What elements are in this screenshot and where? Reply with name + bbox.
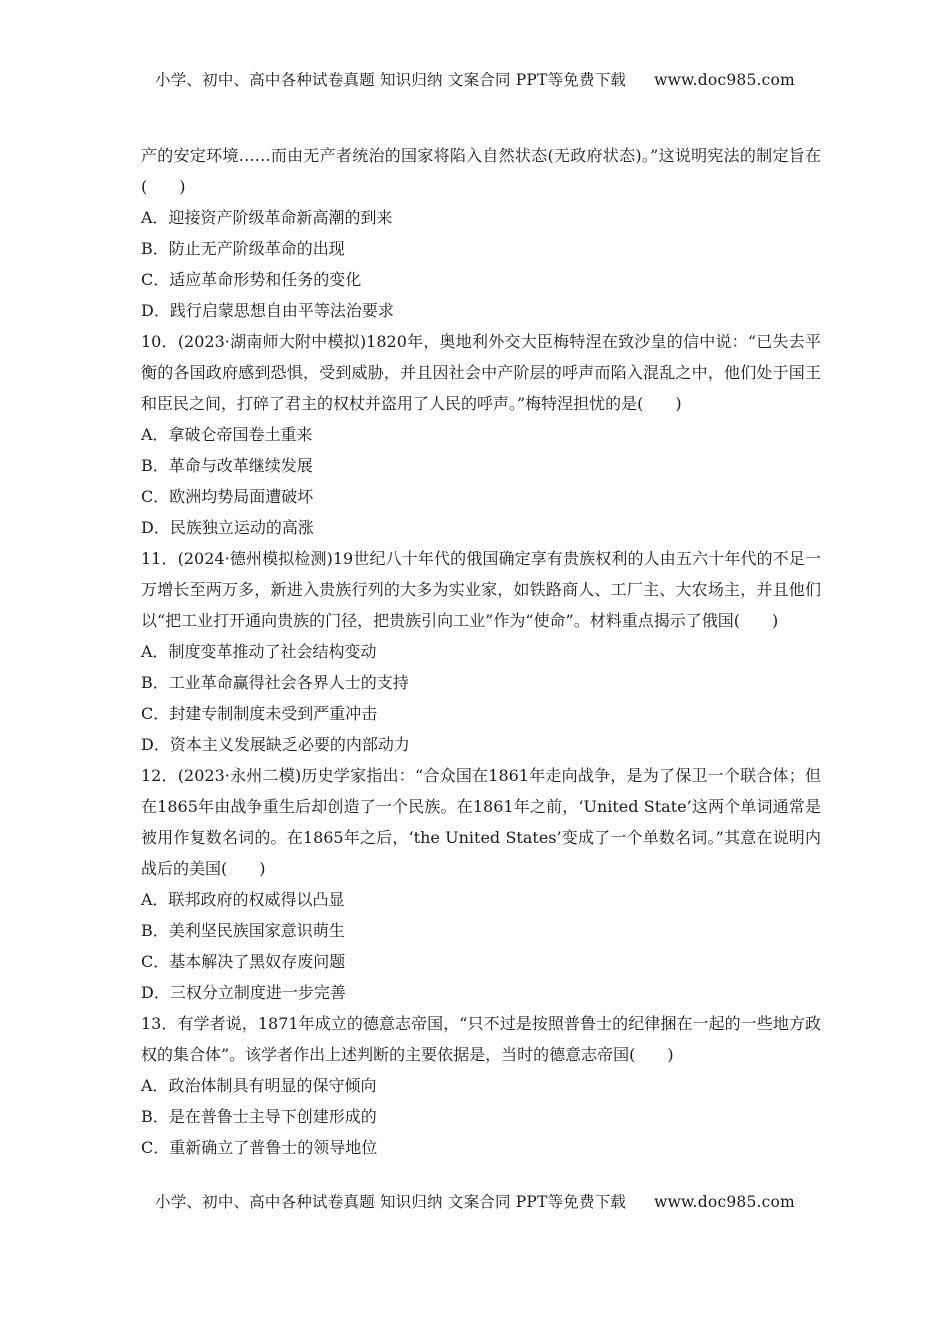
question-content: [141, 140, 821, 1163]
footer-text: 小学、初中、高中各种试卷真题 知识归纳 文案合同 PPT等免费下载: [155, 1193, 627, 1211]
option-d: D．民族独立运动的高涨: [141, 518, 314, 537]
option-a: A．制度变革推动了社会结构变动: [141, 642, 377, 661]
question-stem: 10．(2023·湖南师大附中模拟)1820年，奥地利外交大臣梅特涅在致沙皇的信中说：“已失去平衡的各国政府感到恐惧，受到威胁，并且因社会中产阶层的呼声而陷入混乱之中，他们处于国王和臣民之间，打碎了君主的权杖并盗用了人民的呼声。”梅特涅担忧的是( ): [141, 332, 821, 413]
question-stem: 11．(2024·德州模拟检测)19世纪八十年代的俄国确定享有贵族权利的人由五六十年代的不足一万增长至两万多，新进入贵族行列的大多为实业家，如铁路商人、工厂主、大农场主，并且他们以“把工业打开通向贵族的门径，把贵族引向工业”作为“使命”。材料重点揭示了俄国( ): [141, 549, 821, 630]
option-a: A．拿破仑帝国卷土重来: [141, 425, 313, 444]
option-a: A．政治体制具有明显的保守倾向: [141, 1076, 377, 1095]
question-9-continued: [141, 140, 821, 326]
option-c: C．封建专制制度未受到严重冲击: [141, 704, 378, 723]
question-stem: 12．(2023·永州二模)历史学家指出：“合众国在1861年走向战争，是为了保卫一个联合体；但在1865年由战争重生后却创造了一个民族。在1861年之前，‘United State’这两个单词通常是被用作复数名词的。在1865年之后，‘the United States’变成了一个单数名词。”其意在说明内战后的美国( ): [141, 766, 821, 878]
header-site-link[interactable]: www.doc985.com: [654, 71, 795, 89]
option-b: B．革命与改革继续发展: [141, 456, 313, 475]
footer-site-link[interactable]: www.doc985.com: [654, 1193, 795, 1211]
footer-banner: [0, 1190, 950, 1212]
option-d: D．践行启蒙思想自由平等法治要求: [141, 301, 394, 320]
question-11: [141, 543, 821, 760]
question-13: [141, 1008, 821, 1163]
option-a: A．迎接资产阶级革命新高潮的到来: [141, 208, 393, 227]
option-b: B．是在普鲁士主导下创建形成的: [141, 1107, 377, 1126]
header-text: 小学、初中、高中各种试卷真题 知识归纳 文案合同 PPT等免费下载: [155, 71, 627, 89]
option-c: C．欧洲均势局面遭破坏: [141, 487, 314, 506]
option-b: B．美利坚民族国家意识萌生: [141, 921, 345, 940]
option-c: C．重新确立了普鲁士的领导地位: [141, 1138, 378, 1157]
header-banner: [0, 68, 950, 90]
option-d: D．资本主义发展缺乏必要的内部动力: [141, 735, 410, 754]
option-c: C．适应革命形势和任务的变化: [141, 270, 362, 289]
option-c: C．基本解决了黑奴存废问题: [141, 952, 346, 971]
question-12: [141, 760, 821, 1008]
option-a: A．联邦政府的权威得以凸显: [141, 890, 345, 909]
question-stem: 产的安定环境……而由无产者统治的国家将陷入自然状态(无政府状态)。”这说明宪法的制定旨在( ): [141, 146, 821, 196]
question-10: [141, 326, 821, 543]
option-b: B．工业革命赢得社会各界人士的支持: [141, 673, 409, 692]
question-stem: 13．有学者说，1871年成立的德意志帝国，“只不过是按照普鲁士的纪律捆在一起的一些地方政权的集合体”。该学者作出上述判断的主要依据是，当时的德意志帝国( ): [141, 1014, 821, 1064]
option-d: D．三权分立制度进一步完善: [141, 983, 346, 1002]
option-b: B．防止无产阶级革命的出现: [141, 239, 345, 258]
